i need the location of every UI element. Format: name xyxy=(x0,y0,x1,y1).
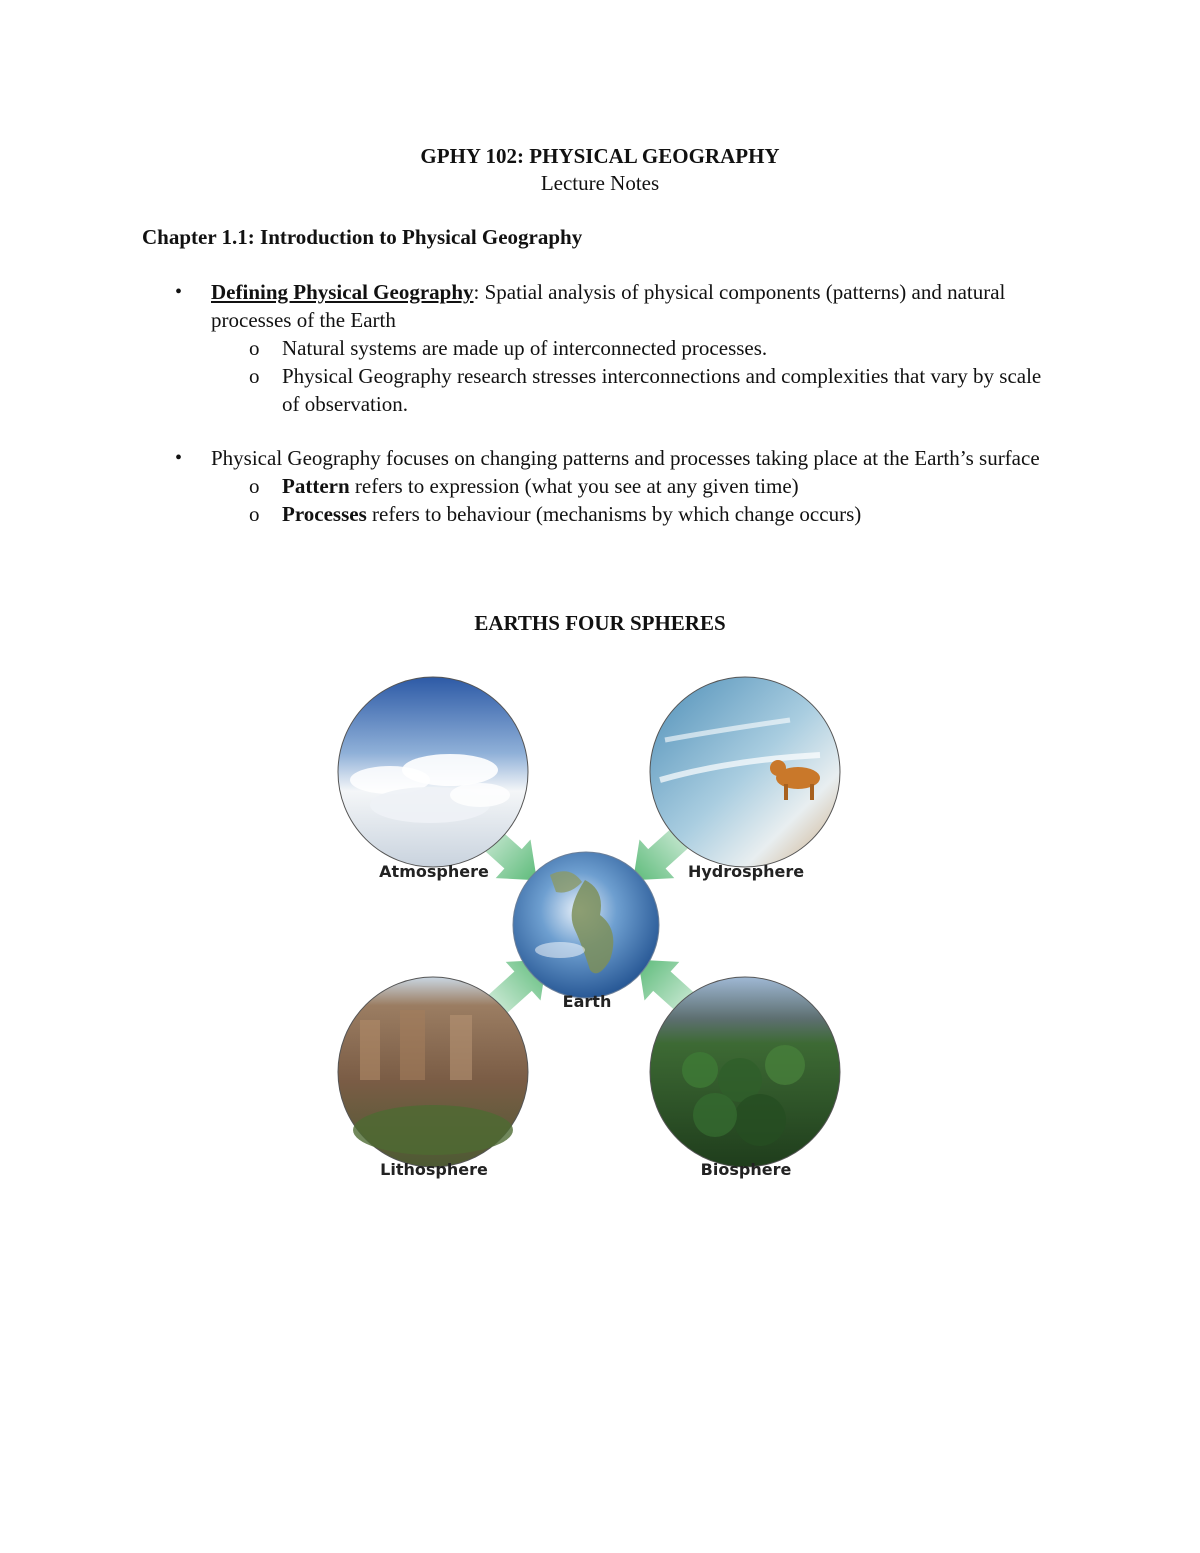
definition-term: Defining Physical Geography xyxy=(211,280,474,304)
earth-spheres-figure xyxy=(320,660,880,1200)
sub-bullet-term: Pattern xyxy=(282,474,350,498)
bullet-text: : Spatial analysis of physical components (patterns) and natural processes of the Earth xyxy=(211,280,1006,332)
figure-title: EARTHS FOUR SPHERES xyxy=(474,611,726,635)
atmosphere-label: Atmosphere xyxy=(379,862,489,881)
bullet-dot-icon: • xyxy=(175,447,183,469)
hydrosphere-sphere xyxy=(650,677,840,867)
sub-bullet-marker: o xyxy=(249,474,260,498)
sub-bullet-text: refers to behaviour (mechanisms by which change occurs) xyxy=(366,502,862,526)
earth-globe-icon xyxy=(513,852,659,998)
earth-label: Earth xyxy=(562,992,612,1011)
bullet-item xyxy=(142,444,1062,472)
bullet-dot-icon: • xyxy=(175,281,183,303)
sub-bullet-term: Processes xyxy=(282,502,367,526)
chapter-heading: Chapter 1.1: Introduction to Physical Geography xyxy=(142,225,583,249)
document-title: GPHY 102: PHYSICAL GEOGRAPHY xyxy=(420,144,780,168)
sub-bullet-text: Natural systems are made up of interconnected processes. xyxy=(282,336,768,360)
bullet-item xyxy=(142,278,1062,334)
sub-bullet-marker: o xyxy=(249,502,260,526)
biosphere-label: Biosphere xyxy=(700,1160,792,1179)
sub-bullet-text: Physical Geography research stresses interconnections and complexities that vary by scale of observation. xyxy=(282,364,1042,416)
biosphere-sphere xyxy=(650,977,840,1167)
bullet-defining-physical-geography xyxy=(142,278,1062,418)
sub-bullet-item xyxy=(142,472,1062,500)
sub-bullet-marker: o xyxy=(249,364,260,388)
bullet-patterns-processes xyxy=(142,444,1062,528)
spheres-diagram xyxy=(320,660,880,1200)
sub-bullet-text: refers to expression (what you see at any given time) xyxy=(349,474,799,498)
sub-bullet-item xyxy=(142,500,1062,528)
sub-bullet-item xyxy=(142,362,1062,418)
hydrosphere-label: Hydrosphere xyxy=(687,862,805,881)
atmosphere-sphere xyxy=(338,677,528,867)
sub-bullet-marker: o xyxy=(249,336,260,360)
bullet-text: Physical Geography focuses on changing patterns and processes taking place at the Earth’s surface xyxy=(211,446,1040,470)
document-subtitle: Lecture Notes xyxy=(540,171,660,195)
sub-bullet-item xyxy=(142,334,1062,362)
lithosphere-label: Lithosphere xyxy=(380,1160,488,1179)
